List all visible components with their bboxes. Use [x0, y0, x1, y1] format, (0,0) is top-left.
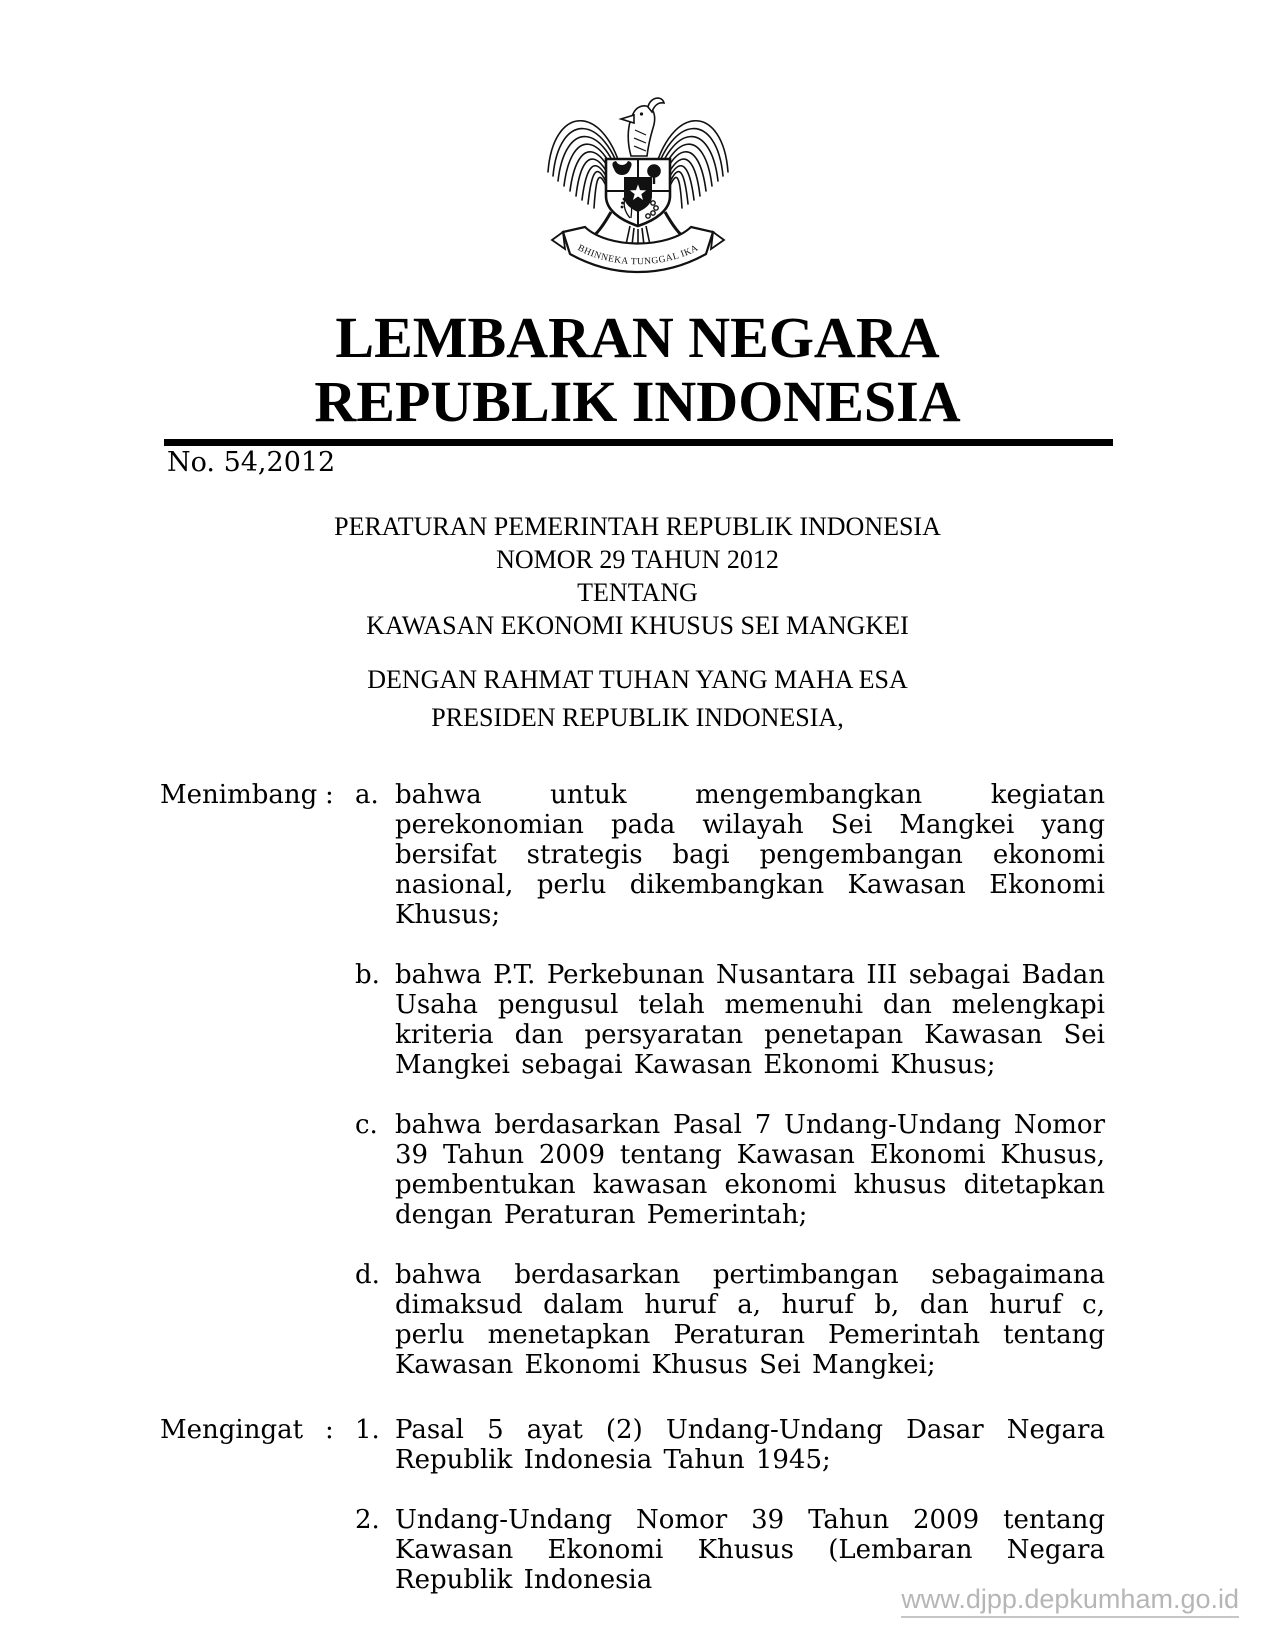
item-text: bahwa berdasarkan pertimbangan sebagaimana dimaksud dalam huruf a, huruf b, dan huruf c, perlu menetapkan Peraturan Pemerintah tentang Kawasan Ekonomi Khusus Sei Mangkei;: [395, 1260, 1105, 1380]
garuda-pancasila-emblem: [545, 86, 731, 282]
regulation-heading: [0, 510, 1275, 736]
gazette-title-line1: LEMBARAN NEGARA: [335, 305, 940, 370]
clause-separator: :: [325, 780, 334, 810]
item-marker: b.: [355, 960, 380, 990]
mengingat-section: [160, 1415, 1105, 1595]
pancasila-shield: [606, 159, 670, 226]
clause-label-mengingat: Mengingat: [160, 1415, 304, 1445]
item-text: Pasal 5 ayat (2) Undang-Undang Dasar Negara Republik Indonesia Tahun 1945;: [395, 1415, 1105, 1475]
item-marker: c.: [355, 1110, 378, 1140]
masthead-rule: [164, 439, 1113, 446]
issue-number: No. 54,2012: [167, 447, 336, 478]
clauses-section: [0, 780, 1275, 1595]
consideration-item-a: [355, 780, 1105, 930]
legal-basis-item-1: [355, 1415, 1105, 1475]
eagle-head: [621, 98, 664, 156]
legal-basis-item-2: [355, 1505, 1105, 1595]
regulation-type: PERATURAN PEMERINTAH REPUBLIK INDONESIA: [334, 512, 941, 541]
regulation-about-label: TENTANG: [577, 578, 698, 607]
watermark-link[interactable]: www.djpp.depkumham.go.id: [901, 1584, 1239, 1618]
item-text: bahwa P.T. Perkebunan Nusantara III sebagai Badan Usaha pengusul telah memenuhi dan melengkapi kriteria dan persyaratan penetapan Kawasan Sei Mangkei sebagai Kawasan Ekonomi Khusus;: [395, 960, 1105, 1080]
item-marker: d.: [355, 1260, 380, 1290]
invocation-line: DENGAN RAHMAT TUHAN YANG MAHA ESA: [367, 665, 908, 694]
consideration-item-d: [355, 1260, 1105, 1380]
item-marker: a.: [355, 780, 379, 810]
issuing-authority: PRESIDEN REPUBLIK INDONESIA,: [431, 703, 844, 732]
item-text: bahwa untuk mengembangkan kegiatan perekonomian pada wilayah Sei Mangkei yang bersifat strategis bagi pengembangan ekonomi nasional, perlu dikembangkan Kawasan Ekonomi Khusus;: [395, 780, 1105, 930]
gazette-title: [0, 306, 1275, 434]
regulation-subject: KAWASAN EKONOMI KHUSUS SEI MANGKEI: [366, 611, 909, 640]
item-marker: 2.: [355, 1505, 380, 1535]
gazette-title-line2: REPUBLIK INDONESIA: [314, 369, 961, 434]
regulation-number: NOMOR 29 TAHUN 2012: [496, 545, 779, 574]
item-text: Undang-Undang Nomor 39 Tahun 2009 tentang Kawasan Ekonomi Khusus (Lembaran Negara Republik Indonesia: [395, 1505, 1105, 1595]
item-marker: 1.: [355, 1415, 380, 1445]
mengingat-items: [355, 1415, 1105, 1595]
clause-label-menimbang: Menimbang: [160, 780, 318, 810]
motto-label: BHINNEKA TUNGGAL IKA: [575, 243, 700, 268]
menimbang-items: [355, 780, 1105, 1380]
item-text: bahwa berdasarkan Pasal 7 Undang-Undang Nomor 39 Tahun 2009 tentang Kawasan Ekonomi Khusus, pembentukan kawasan ekonomi khusus ditetapkan dengan Peraturan Pemerintah;: [395, 1110, 1105, 1230]
clause-separator: :: [325, 1415, 334, 1445]
menimbang-section: [160, 780, 1105, 1380]
consideration-item-b: [355, 960, 1105, 1080]
consideration-item-c: [355, 1110, 1105, 1230]
